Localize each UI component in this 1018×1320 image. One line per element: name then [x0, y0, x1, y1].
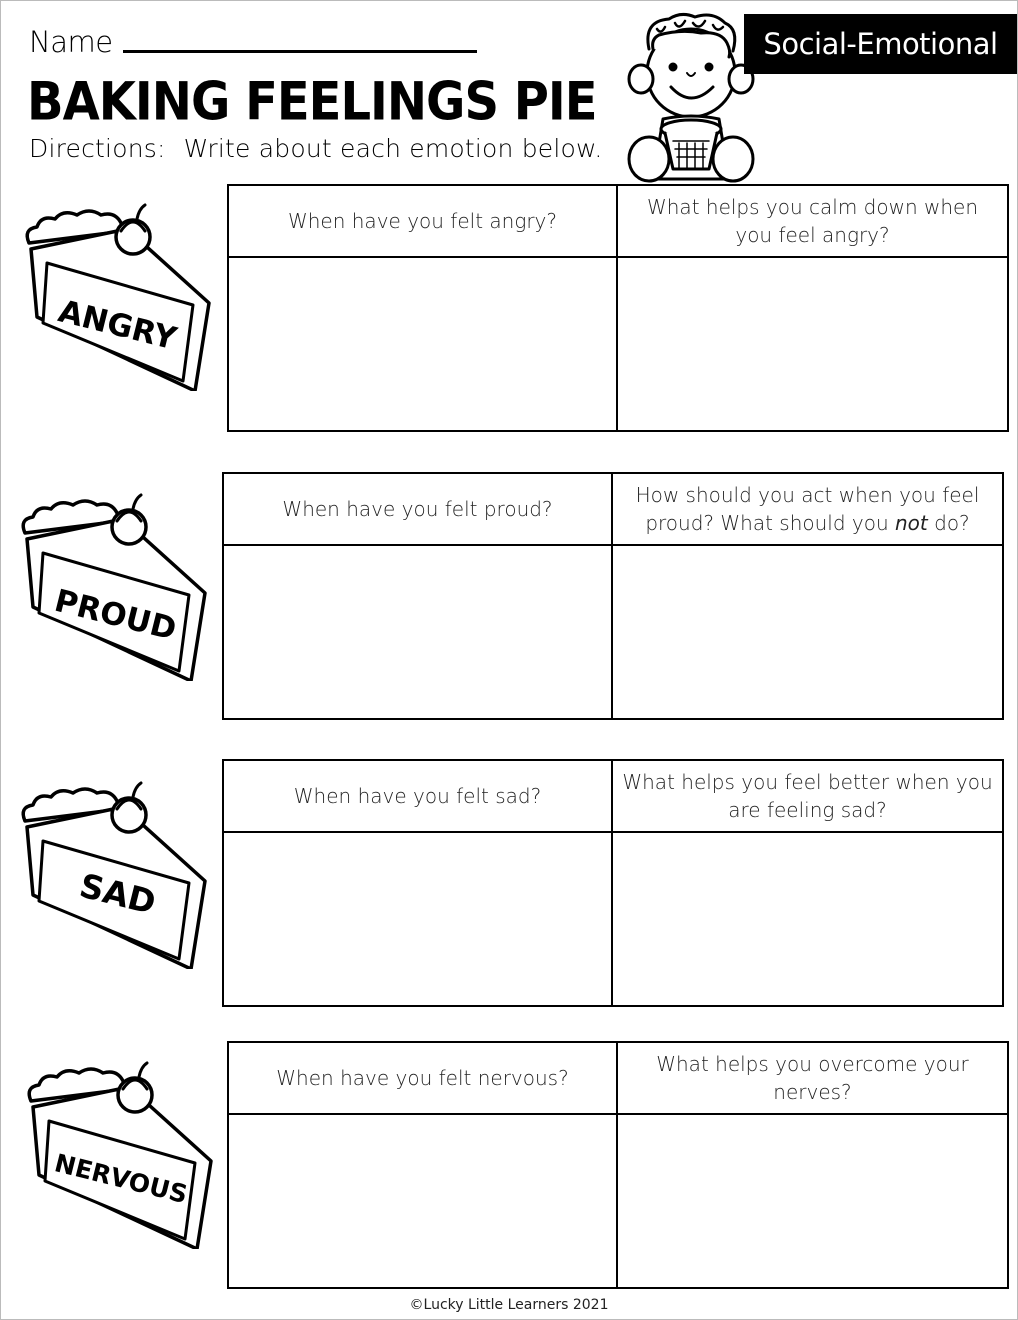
name-label: Name — [29, 25, 113, 59]
nervous-answer-left[interactable] — [229, 1115, 618, 1287]
proud-question-right-a: How should you act when you feel proud? What should you — [635, 483, 980, 535]
angry-question-right: What helps you calm down when you feel angry? — [618, 186, 1007, 258]
angry-answer-right[interactable] — [618, 258, 1007, 430]
angry-answer-left[interactable] — [229, 258, 618, 430]
nervous-question-left: When have you felt nervous? — [229, 1043, 618, 1115]
proud-pie-slice-icon — [13, 491, 213, 681]
name-blank-line[interactable] — [123, 50, 477, 53]
copyright-footer: ©Lucky Little Learners 2021 — [409, 1297, 609, 1313]
sad-question-table — [222, 759, 1004, 1007]
angry-question-table — [227, 184, 1009, 432]
boy-holding-pie-illustration — [621, 9, 761, 189]
directions — [29, 134, 603, 163]
angry-question-left: When have you felt angry? — [229, 186, 618, 258]
directions-label: Directions: — [29, 134, 166, 163]
sad-answer-right[interactable] — [613, 833, 1002, 1005]
category-tag: Social-Emotional — [744, 14, 1017, 74]
sad-answer-left[interactable] — [224, 833, 613, 1005]
proud-question-table — [222, 472, 1004, 720]
proud-question-left: When have you felt proud? — [224, 474, 613, 546]
nervous-question-right: What helps you overcome your nerves? — [618, 1043, 1007, 1115]
proud-answer-right[interactable] — [613, 546, 1002, 718]
sad-question-left: When have you felt sad? — [224, 761, 613, 833]
nervous-answer-right[interactable] — [618, 1115, 1007, 1287]
proud-question-right — [613, 474, 1002, 546]
proud-pie-label: PROUD — [50, 582, 180, 648]
sad-question-right: What helps you feel better when you are feeling sad? — [613, 761, 1002, 833]
page-title: BAKING FEELINGS PIE — [27, 71, 597, 133]
sad-pie-slice-icon — [13, 779, 213, 969]
directions-text: Write about each emotion below. — [183, 134, 603, 163]
angry-pie-slice-icon — [17, 201, 217, 391]
proud-answer-left[interactable] — [224, 546, 613, 718]
sad-pie-label: SAD — [75, 865, 160, 923]
angry-pie-label: ANGRY — [54, 293, 180, 358]
name-row — [29, 25, 477, 59]
proud-question-right-em: not — [895, 511, 928, 535]
nervous-pie-slice-icon — [19, 1059, 219, 1249]
nervous-question-table — [227, 1041, 1009, 1289]
nervous-pie-label: NERVOUS — [51, 1148, 191, 1210]
proud-question-right-b: do? — [927, 511, 970, 535]
